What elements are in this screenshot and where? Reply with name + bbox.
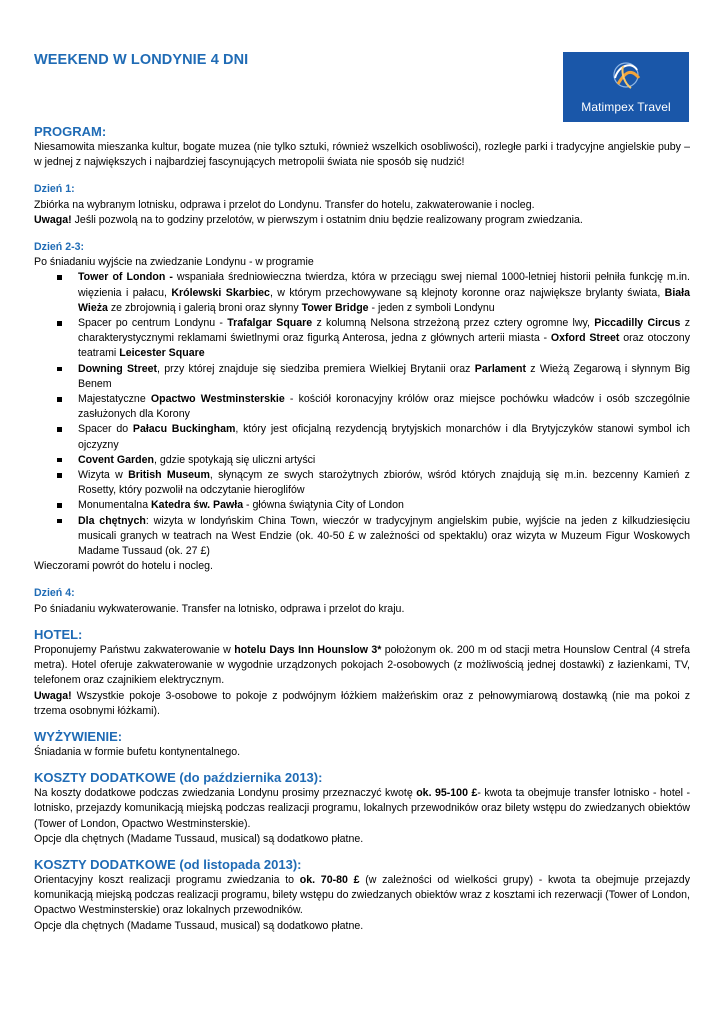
item-text: - jeden z symboli Londynu: [368, 301, 495, 314]
item-text: , słynącym ze swych starożytnych zbiorów, wśród których znajdują się m.in. bezcenny Kamień z Rosetty, który pozwolił na odczytanie hieroglifów: [78, 469, 690, 497]
item-bold: Biała Wieża: [78, 286, 690, 314]
item-bold: Covent Garden: [78, 453, 154, 466]
item-text: , który jest oficjalną rezydencją brytyjskich monarchów i dla Brytyjczyków stanowi symbol ich ojczyzny: [78, 423, 690, 451]
item-text: z Wieżą Zegarową i słynnym Big Benem: [78, 362, 690, 390]
item-text: wspaniała średniowieczna twierdza, która w przeciągu swej niemal 1000-letniej historii pełniła funkcję m.in. więzienia i pałacu,: [78, 271, 691, 299]
food-text: Śniadania w formie bufetu kontynentalnego.: [34, 745, 241, 758]
list-item: [34, 453, 690, 468]
item-text: z charakterystycznymi reklamami świetlnymi oraz figurką Anterosa, jedna z głównych arterii miasta -: [78, 317, 691, 345]
costs2-text-part: Orientacyjny koszt realizacji programu zwiedzania to: [34, 873, 300, 886]
item-text: Spacer po centrum Londynu -: [78, 317, 228, 330]
hotel-heading: HOTEL:: [34, 626, 83, 642]
costs2-text: [34, 873, 690, 919]
item-bold: Tower of London -: [78, 271, 173, 284]
program-heading: PROGRAM:: [34, 124, 107, 139]
item-bold: Parlament: [474, 362, 526, 375]
logo-text: Matimpex Travel: [581, 100, 671, 114]
item-bold: Opactwo Westminsterskie: [150, 393, 285, 406]
day23-outro: Wieczorami powrót do hotelu i nocleg.: [34, 560, 214, 573]
day23-heading: Dzień 2-3:: [34, 241, 85, 254]
list-item: [34, 316, 690, 362]
list-item: [34, 514, 690, 560]
item-bold: British Museum: [128, 469, 210, 482]
company-logo: [563, 52, 689, 122]
item-text: z kolumną Nelsona strzeżoną przez cztery ogromne lwy,: [312, 317, 595, 330]
item-bold: Downing Street: [78, 362, 158, 375]
list-item: [34, 392, 690, 422]
page-title: WEEKEND W LONDYNIE 4 DNI: [34, 52, 249, 68]
item-bold: Trafalgar Square: [227, 317, 313, 330]
day1-note-text: Jeśli pozwolą na to godziny przelotów, w pierwszym i ostatnim dniu będzie realizowany program zwiedzania.: [71, 213, 583, 226]
costs2-amount: ok. 70-80 £: [299, 873, 360, 886]
item-text: Majestatyczne: [78, 393, 151, 406]
day1-text: Zbiórka na wybranym lotnisku, odprawa i przelot do Londynu. Transfer do hotelu, zakwaterowanie i nocleg.: [34, 198, 535, 211]
day1-note-label: Uwaga!: [34, 213, 72, 226]
day4-text: Po śniadaniu wykwaterowanie. Transfer na lotnisko, odprawa i przelot do kraju.: [34, 602, 405, 615]
costs2-text-part: (w zależności od wielkości grupy) - kwota ta obejmuje przejazdy komunikacją miejską podczas realizacji programu, bilety wstępu do zwiedzanych obiektów wraz z kosztami ich rezerwacji (Tower of London, Opactwo Westminsterskie) oraz lokalnych przewodników.: [34, 873, 690, 917]
day1-heading: Dzień 1:: [34, 183, 75, 196]
item-text: oraz otoczony teatrami: [78, 332, 690, 360]
item-text: Spacer do: [78, 423, 133, 436]
list-item: [34, 468, 690, 498]
item-text: Wizyta w: [78, 469, 129, 482]
hotel-note: [34, 689, 690, 719]
hotel-note-label: Uwaga!: [34, 689, 72, 702]
hotel-text-part: Proponujemy Państwu zakwaterowanie w: [34, 643, 235, 656]
costs2-heading: KOSZTY DODATKOWE (od listopada 2013):: [34, 856, 302, 872]
program-intro: Niesamowita mieszanka kultur, bogate muzea (nie tylko sztuki, również wszelkich osobliwości), rozległe parki i tradycyjne angielskie puby – w jednej z największych i najbardziej fascynujących metropolii świata nie sposób się nudzić!: [34, 141, 690, 169]
item-text: , przy której znajduje się siedziba premiera Wielkiej Brytanii oraz: [157, 362, 475, 375]
item-bold: Piccadilly Circus: [594, 317, 681, 330]
item-text: , w którym przechowywane są klejnoty koronne oraz największe brylanty świata,: [269, 286, 665, 299]
item-text: ze zbrojownią i galerią broni oraz słynny: [107, 301, 302, 314]
list-item: [34, 498, 690, 513]
item-text: - główna świątynia City of London: [243, 499, 404, 512]
item-bold: Tower Bridge: [301, 301, 369, 314]
item-bold: Pałacu Buckingham: [132, 423, 236, 436]
item-bold: Dla chętnych: [78, 514, 146, 527]
hotel-note-text: Wszystkie pokoje 3-osobowe to pokoje z podwójnym łóżkiem małżeńskim oraz z pełnowymiarową dostawką (nie ma pokoi z trzema osobnymi łóżkami).: [34, 689, 690, 717]
item-text: , gdzie spotykają się uliczni artyści: [153, 453, 316, 466]
costs1-text: [34, 786, 690, 832]
logo-emblem-icon: [609, 58, 643, 94]
document-content: [34, 124, 690, 934]
item-text: - kościół koronacyjny królów oraz miejsce pochówku władców i osób szczególnie zasłużonych dla Korony: [78, 393, 691, 421]
costs1-amount: ok. 95-100 £: [416, 787, 478, 800]
list-item: [34, 270, 690, 316]
item-text: : wizyta w londyńskim China Town, wieczór w tradycyjnym angielskim pubie, wyjście na jeden z kilkudziesięciu musicali granych w teatrach na West Endzie (ok. 40-50 £ w zależności od spektaklu) oraz wizyta w Muzeum Figur Woskowych Madame Tussaud (ok. 27 £): [78, 514, 690, 558]
costs1-text-part: Na koszty dodatkowe podczas zwiedzania Londynu prosimy przeznaczyć kwotę: [34, 787, 417, 800]
costs1-heading: KOSZTY DODATKOWE (do października 2013):: [34, 770, 323, 786]
costs1-extra: Opcje dla chętnych (Madame Tussaud, musical) są dodatkowo płatne.: [34, 832, 364, 845]
day23-intro: Po śniadaniu wyjście na zwiedzanie Londynu - w programie: [34, 256, 314, 269]
day1-note: [34, 213, 690, 228]
item-bold: Królewski Skarbiec: [171, 286, 270, 299]
item-bold: Oxford Street: [550, 332, 620, 345]
item-bold: Katedra św. Pawła: [151, 499, 244, 512]
hotel-text-part: położonym ok. 200 m od stacji metra Hounslow Central (4 strefa metra). Hotel oferuje zakwaterowanie w wygodnie urządzonych pokojach 2-osobowych (z możliwością jednej dostawki) z łazienkami, TV, telefonem oraz czajnikiem elektrycznym.: [34, 643, 691, 687]
list-item: [34, 422, 690, 452]
food-heading: WYŻYWIENIE:: [34, 728, 123, 744]
hotel-name: hotelu Days Inn Hounslow 3*: [234, 643, 382, 656]
item-text: Monumentalna: [78, 499, 152, 512]
item-bold: Leicester Square: [119, 347, 205, 360]
hotel-text: [34, 643, 690, 689]
day4-heading: Dzień 4:: [34, 587, 75, 600]
costs2-extra: Opcje dla chętnych (Madame Tussaud, musical) są dodatkowo płatne.: [34, 919, 364, 932]
list-item: [34, 362, 690, 392]
sightseeing-list: [34, 270, 690, 559]
costs1-text-part: - kwota ta obejmuje transfer lotnisko - hotel - lotnisko, przejazdy komunikacją miejską podczas realizacji programu, lokalnych przewodników oraz bilety wstępu do zwiedzanych obiektów (Tower of London, Opactwo Westminsterskie).: [34, 787, 691, 830]
